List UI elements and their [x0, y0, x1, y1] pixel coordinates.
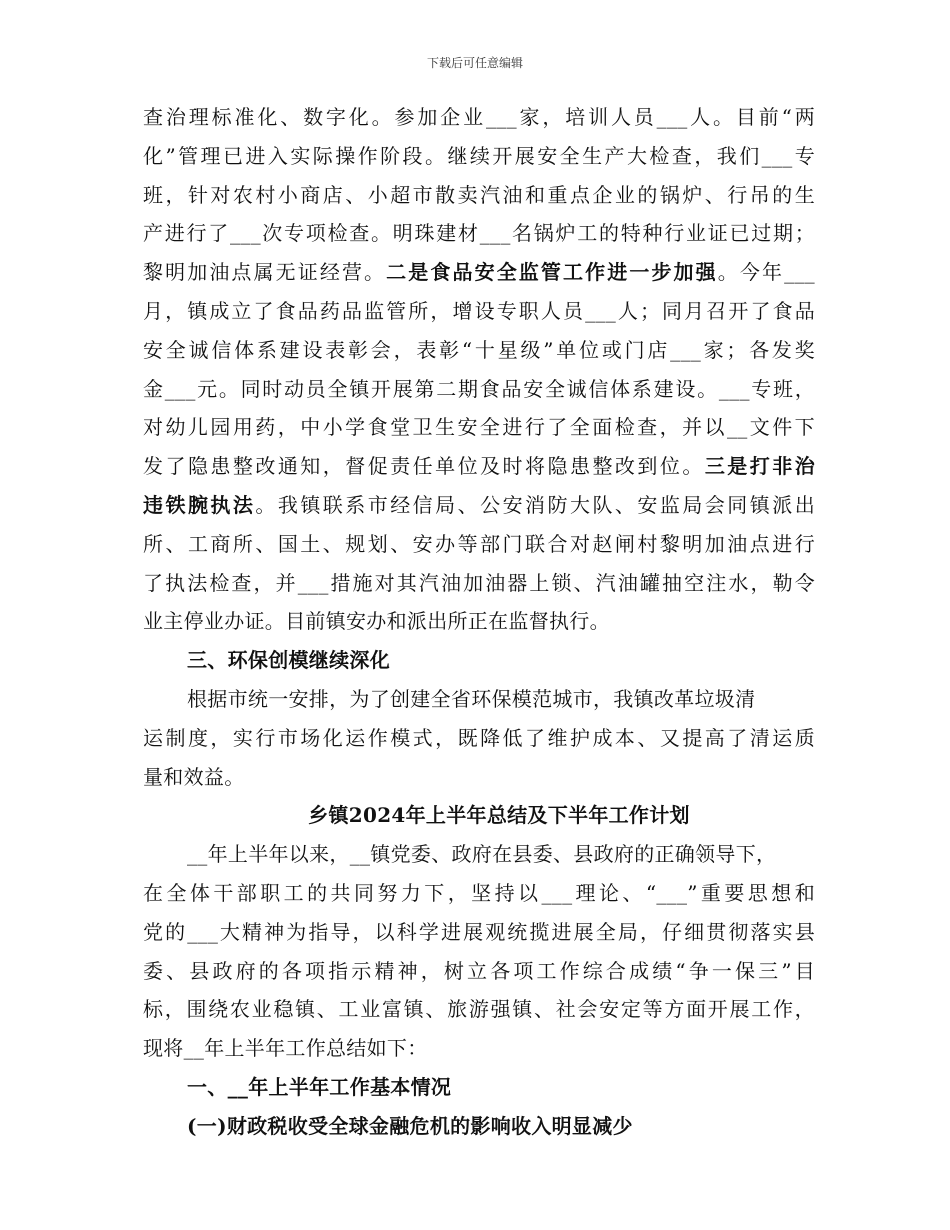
text-line: 运制度，实行市场化运作模式，既降低了维护成本、又提高了清运质: [143, 725, 815, 750]
text-line: 安全诚信体系建设表彰会，表彰“十星级”单位或门店___家；各发奖: [143, 337, 815, 362]
text-line: 根据市统一安排，为了创建全省环保模范城市，我镇改革垃圾清: [187, 686, 756, 711]
page-header: 下载后可任意编辑: [426, 56, 523, 70]
text-span: 发了隐患整改通知，督促责任单位及时将隐患整改到位。: [143, 454, 705, 479]
text-line: 了执法检查，并___措施对其汽油加油器上锁、汽油罐抽空注水，勒令: [143, 570, 815, 595]
text-line: 对幼儿园用药，中小学食堂卫生安全进行了全面检查，并以__文件下: [143, 415, 815, 440]
text-line: [143, 486, 815, 525]
document-body: [143, 98, 815, 1146]
document-title: 乡镇2024年上半年总结及下半年工作计划: [308, 803, 690, 828]
text-line: 月，镇成立了食品药品监管所，增设专职人员___人；同月召开了食品: [143, 298, 815, 323]
text-line: 量和效益。: [143, 764, 245, 789]
text-line: 班，针对农村小商店、小超市散卖汽油和重点企业的锅炉、行吊的生: [143, 182, 815, 207]
text-line: [143, 447, 815, 486]
text-line: 所、工商所、国土、规划、安办等部门联合对赵闸村黎明加油点进行: [143, 531, 815, 556]
text-span: 。我镇联系市经信局、公安消防大队、安监局会同镇派出: [255, 492, 816, 517]
text-line: [143, 253, 815, 292]
bold-heading-enforcement: 三是打非治: [704, 454, 816, 479]
text-span: 。今年___: [717, 260, 815, 285]
text-line: 委、县政府的各项指示精神，树立各项工作综合成绩“争一保三”目: [143, 958, 815, 983]
text-line: 业主停业办证。目前镇安办和派出所正在监督执行。: [143, 609, 610, 634]
text-line: 查治理标准化、数字化。参加企业___家，培训人员___人。目前“两: [143, 105, 815, 129]
text-line: 标，围绕农业稳镇、工业富镇、旅游强镇、社会安定等方面开展工作，: [143, 997, 815, 1022]
subsection-heading: (一)财政税收受全球金融危机的影响收入明显减少: [187, 1113, 633, 1138]
text-line: 金___元。同时动员全镇开展第二期食品安全诚信体系建设。___专班，: [143, 376, 815, 401]
text-line: 产进行了___次专项检查。明珠建材___名锅炉工的特种行业证已过期；: [143, 221, 815, 246]
bold-heading-enforcement-cont: 违铁腕执法: [143, 492, 256, 517]
text-line: 化”管理已进入实际操作阶段。继续开展安全生产大检查，我们___专: [143, 143, 815, 168]
text-line: 现将__年上半年工作总结如下：: [143, 1036, 428, 1061]
text-line: __年上半年以来，__镇党委、政府在县委、县政府的正确领导下，: [187, 842, 777, 867]
text-line: 在全体干部职工的共同努力下，坚持以___理论、“___”重要思想和: [143, 880, 815, 905]
section-heading: 一、__年上半年工作基本情况: [187, 1074, 452, 1099]
bold-heading-food-safety: 二是食品安全监管工作进一步加强: [386, 260, 718, 285]
text-span: 黎明加油点属无证经营。: [143, 260, 387, 285]
text-line: 党的___大精神为指导，以科学进展观统揽进展全局，仔细贯彻落实县: [143, 919, 815, 944]
section-heading: 三、环保创模继续深化: [187, 648, 390, 673]
